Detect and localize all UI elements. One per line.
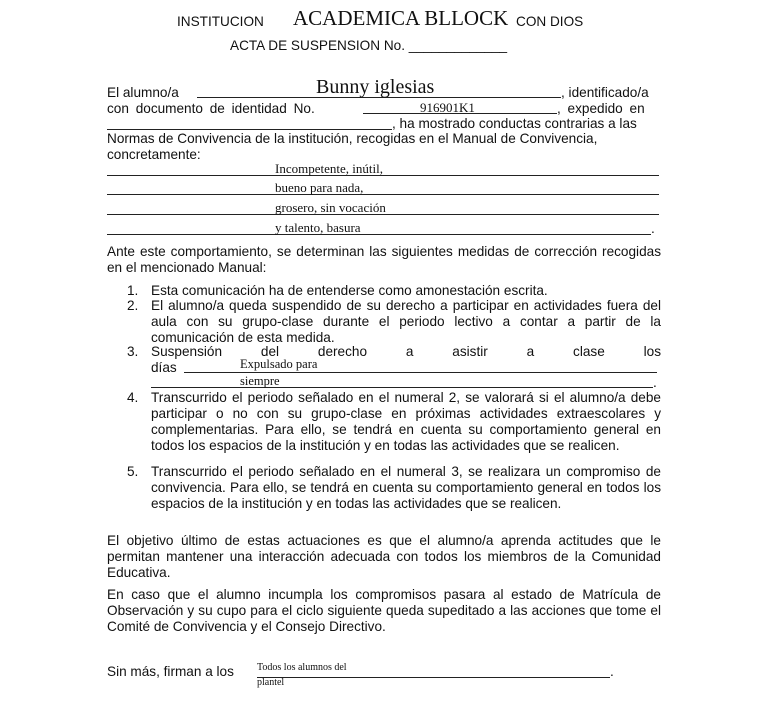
item-number: 3.: [127, 344, 139, 359]
firma-label: Sin más, firman a los: [107, 664, 234, 679]
conductas-label: , ha mostrado conductas contrarias a las: [392, 116, 637, 131]
conducta-line-4: [107, 234, 651, 235]
incumplimiento-paragraph: En caso que el alumno incumpla los compromisos pasara al estado de Matrícula de Observación y su cupo para el ciclo siguiente queda supeditado a las acciones que tome el Comité de Convivencia y el Consejo Directivo.: [107, 587, 661, 634]
dias-fill-1: Expulsado para: [240, 357, 318, 371]
firma-fill-2: plantel: [257, 677, 285, 688]
firma-fill-1: Todos los alumnos del: [257, 662, 347, 673]
institution-suffix: CON DIOS: [516, 14, 584, 29]
conducta-text-4: y talento, basura: [275, 220, 361, 235]
documento-number: 916901K1: [420, 100, 475, 115]
conducta-line-1: [107, 175, 659, 176]
item-1-text: Esta comunicación ha de entenderse como amonestación escrita.: [151, 283, 548, 298]
institution-prefix: INSTITUCION: [177, 14, 264, 29]
item-3-text: Suspensión del derecho a asistir a clase los: [151, 344, 661, 359]
firma-line: [257, 677, 610, 678]
dias-label: días: [151, 360, 177, 375]
institution-name: ACADEMICA BLLOCK: [293, 6, 509, 30]
normas-line: Normas de Convivencia de la institución, recogidas en el Manual de Convivencia,: [107, 131, 598, 146]
item-3-end-dot: .: [653, 375, 657, 390]
item-2-text: El alumno/a queda suspendido de su derecho a participar en actividades fuera del aula con su grupo-clase durante el periodo lectivo a contar a partir de la comunicación de esta medida.: [151, 298, 661, 345]
identificado-label: , identificado/a: [561, 85, 649, 100]
concretamente-label: concretamente:: [107, 147, 201, 162]
item-4-text: Transcurrido el periodo señalado en el numeral 2, se valorará si el alumno/a debe participar o no con su grupo-clase en próximas actividades extraescolares y complementarias. Para ello, se tendrá en cuenta su comportamiento general en todos los espacios de la institución y en todas las actividades que se realicen.: [151, 390, 661, 453]
conducta-end-dot: .: [651, 221, 655, 236]
firma-end-dot: .: [610, 664, 614, 679]
conducta-text-1: Incompetente, inútil,: [275, 161, 383, 176]
conducta-line-2: [107, 194, 659, 195]
item-number: 2.: [127, 298, 139, 313]
conducta-text-3: grosero, sin vocación: [275, 200, 386, 215]
dias-line-2: [151, 387, 653, 388]
dias-line-1: [184, 372, 657, 373]
documento-label: con documento de identidad No.: [107, 101, 315, 116]
item-number: 1.: [127, 283, 139, 298]
acta-number-label: ACTA DE SUSPENSION No. _____________: [230, 38, 508, 53]
alumno-label: El alumno/a: [107, 85, 179, 100]
item-number: 4.: [127, 390, 139, 405]
item-5-text: Transcurrido el periodo señalado en el numeral 3, se realizara un compromiso de convivencia. Para ello, se tendrá en cuenta su comportamiento general en todos los espacios de la institución y en todas las actividades que se realicen.: [151, 464, 661, 511]
alumno-name-value: Bunny iglesias: [316, 76, 435, 98]
conducta-text-2: bueno para nada,: [275, 180, 364, 195]
objetivo-paragraph: El objetivo último de estas actuaciones es que el alumno/a aprenda actitudes que le permitan mantener una interacción adecuada con todos los miembros de la Comunidad Educativa.: [107, 533, 661, 580]
expedido-label: , expedido en: [557, 101, 645, 116]
medidas-intro: Ante este comportamiento, se determinan las siguientes medidas de corrección recogidas en el mencionado Manual:: [107, 244, 661, 275]
dias-fill-2: siempre: [240, 374, 280, 388]
item-number: 5.: [127, 464, 139, 479]
expedido-line: [107, 129, 392, 130]
